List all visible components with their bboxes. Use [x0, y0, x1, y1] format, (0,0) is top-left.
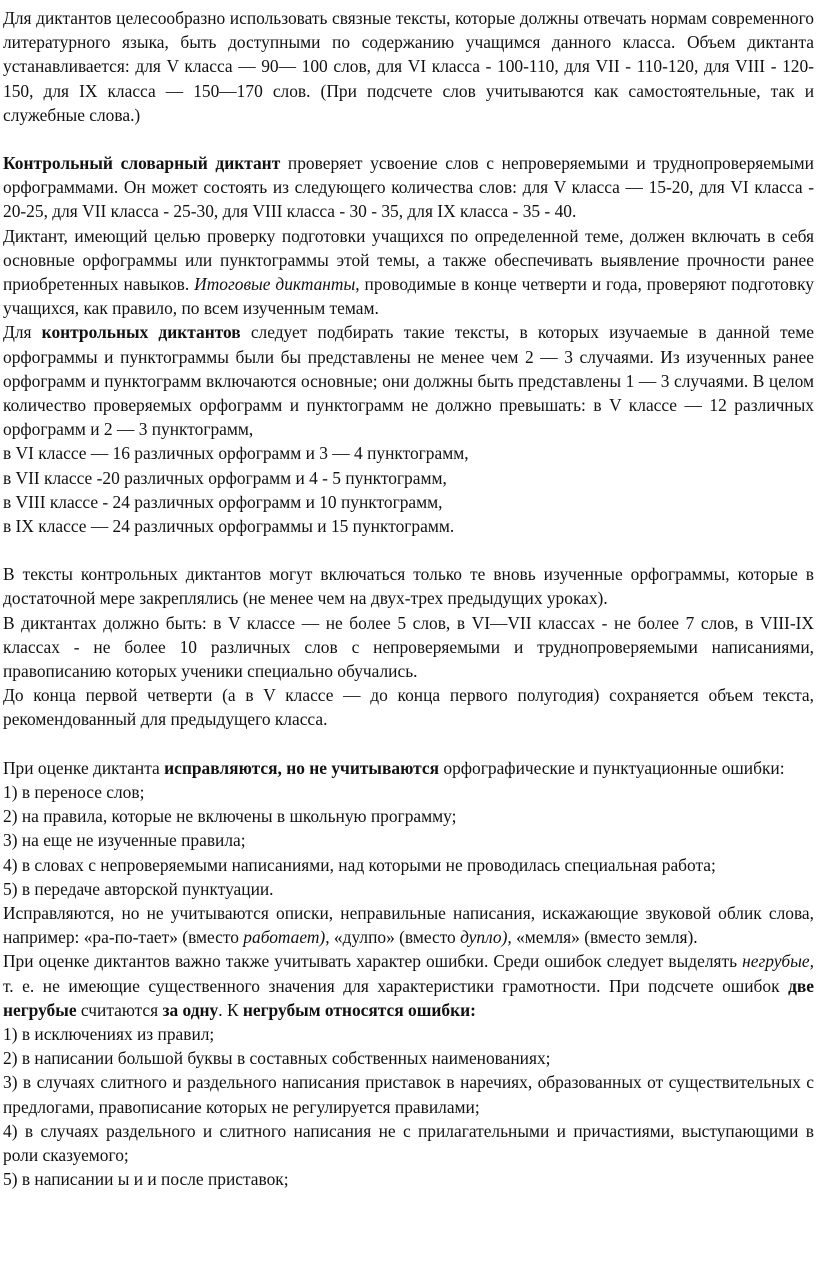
minor-errors-list	[3, 1022, 814, 1191]
list-item: 5) в написании ы и и после приставок;	[3, 1169, 289, 1190]
list-item: 2) на правила, которые не включены в школьную программу;	[3, 806, 457, 827]
minor-term: негрубые,	[742, 951, 814, 972]
word-limit-paragraph: В диктантах должно быть: в V классе — не более 5 слов, в VI—VII классах - не более 7 слов, в VIII-IX классах - не более 10 различных слов с непроверяемыми и труднопроверяемыми написаниями, правописанию которых ученики специально обучались.	[3, 612, 814, 682]
grading-lead: При оценке диктанта	[3, 757, 165, 778]
grading-paragraph	[3, 756, 814, 780]
new-rules-paragraph: В тексты контрольных диктантов могут включаться только те вновь изученные орфограммы, которые в достаточной мере закреплялись (не менее чем на двух-трех предыдущих уроках).	[3, 564, 814, 609]
grading-bold-term: исправляются, но не учитываются	[164, 757, 440, 778]
intro-paragraph: Для диктантов целесообразно использовать связные тексты, которые должны отвечать нормам современного литературного языка, быть доступными по содержанию учащимся данного класса. Объем диктанта устанавливается: для V класса — 90— 100 слов, для VI класса - 100-110, для VII - 110-120, для VIII - 120-150, для IX класса — 150—170 слов. (При подсчете слов учитываются как самостоятельные, так и служебные слова.)	[3, 8, 814, 125]
grade-limit-line: в VII классе -20 различных орфограмм и 4 - 5 пунктограмм,	[3, 467, 447, 488]
list-item: 2) в написании большой буквы в составных собственных наименованиях;	[3, 1048, 551, 1069]
errors-text: . К	[218, 999, 243, 1020]
errors-text: считаются	[76, 999, 163, 1020]
typos-text: «мемля» (вместо земля).	[511, 927, 698, 948]
control-text: следует подбирать такие тексты, в которых изучаемые в данной теме орфограммы и пунктограммы были бы представлены не менее чем 2 — 3 случаями. Из изученных ранее орфограмм и пунктограмм включаются основные; они должны быть представлены 1 — 3 случаями. В целом количество проверяемых орфограмм и пунктограмм не должно превышать: в V классе — 12 различных орфограмм и 2 — 3 пунктограмм,	[3, 322, 814, 440]
vocab-dictation-text: проверяет усвоение слов с непроверяемыми и труднопроверяемыми орфограммами. Он может состоять из следующего количества слов: для V класса — 15-20, для VI класса - 20-25, для VII класса - 25-30, для VIII класса - 30 - 35, для IX класса - 35 - 40.	[3, 153, 814, 222]
grade-limit-line: в VI классе — 16 различных орфограмм и 3 — 4 пунктограмм,	[3, 443, 469, 464]
topic-dictation-paragraph	[3, 224, 814, 321]
list-item: 1) в исключениях из правил;	[3, 1023, 215, 1044]
two-minor-term: две негрубые	[3, 975, 814, 1020]
typos-italic: работает),	[243, 927, 330, 948]
typos-italic: дупло),	[460, 927, 512, 948]
list-item: 4) в случаях раздельного и слитного написания не с прилагательными и причастиями, выступающими в роли сказуемого;	[3, 1120, 814, 1165]
not-counted-errors-list	[3, 780, 814, 901]
typos-text: Исправляются, но не учитываются описки, неправильные написания, искажающие звуковой облик слова, например: «ра-по-тает» (вместо	[3, 902, 814, 948]
grade-limit-line: в VIII классе - 24 различных орфограмм и 10 пунктограмм,	[3, 491, 443, 512]
control-lead: Для	[3, 322, 42, 343]
final-dictations-term: Итоговые диктанты,	[194, 274, 360, 295]
grade-limit-line: в IX классе — 24 различных орфограммы и 15 пунктограмм.	[3, 516, 455, 537]
paragraph-gap	[3, 732, 814, 756]
paragraph-gap	[3, 127, 814, 151]
minor-errors-paragraph	[3, 949, 814, 1022]
control-dictations-term: контрольных диктантов	[41, 322, 241, 343]
errors-text: При оценке диктантов важно также учитывать характер ошибки. Среди ошибок следует выделять	[3, 951, 743, 972]
first-quarter-paragraph: До конца первой четверти (а в V классе — до конца первого полугодия) сохраняется объем текста, рекомендованный для предыдущего класса.	[3, 685, 814, 730]
topic-text: Диктант, имеющий целью проверку подготовки учащихся по определенной теме, должен включать в себя основные орфограммы или пунктограммы этой темы, а также обеспечивать выявление прочности ранее приобретенных навыков.	[3, 225, 814, 295]
grading-tail: орфографические и пунктуационные ошибки:	[439, 757, 785, 778]
topic-tail: проводимые в конце четверти и года, проверяют подготовку учащихся, как правило, по всем изученным темам.	[3, 274, 814, 319]
vocab-dictation-title: Контрольный словарный диктант	[3, 153, 281, 174]
vocab-dictation-paragraph	[3, 151, 814, 224]
list-item: 4) в словах с непроверяемыми написаниями, над которыми не проводилась специальная работа;	[3, 854, 716, 875]
control-dictation-paragraph	[3, 320, 814, 441]
minor-errors-heading: негрубым относятся ошибки:	[242, 999, 476, 1020]
paragraph-gap	[3, 538, 814, 562]
list-item: 1) в переносе слов;	[3, 781, 145, 802]
typos-paragraph	[3, 901, 814, 949]
as-one-term: за одну	[162, 999, 219, 1020]
list-item: 5) в передаче авторской пунктуации.	[3, 878, 274, 899]
errors-text: т. е. не имеющие существенного значения для характеристики грамотности. При подсчете ошибок	[3, 975, 789, 996]
list-item: 3) в случаях слитного и раздельного написания приставок в наречиях, образованных от существительных с предлогами, правописание которых не регулируется правилами;	[3, 1072, 814, 1117]
list-item: 3) на еще не изученные правила;	[3, 830, 246, 851]
typos-text: «дулпо» (вместо	[329, 927, 461, 948]
